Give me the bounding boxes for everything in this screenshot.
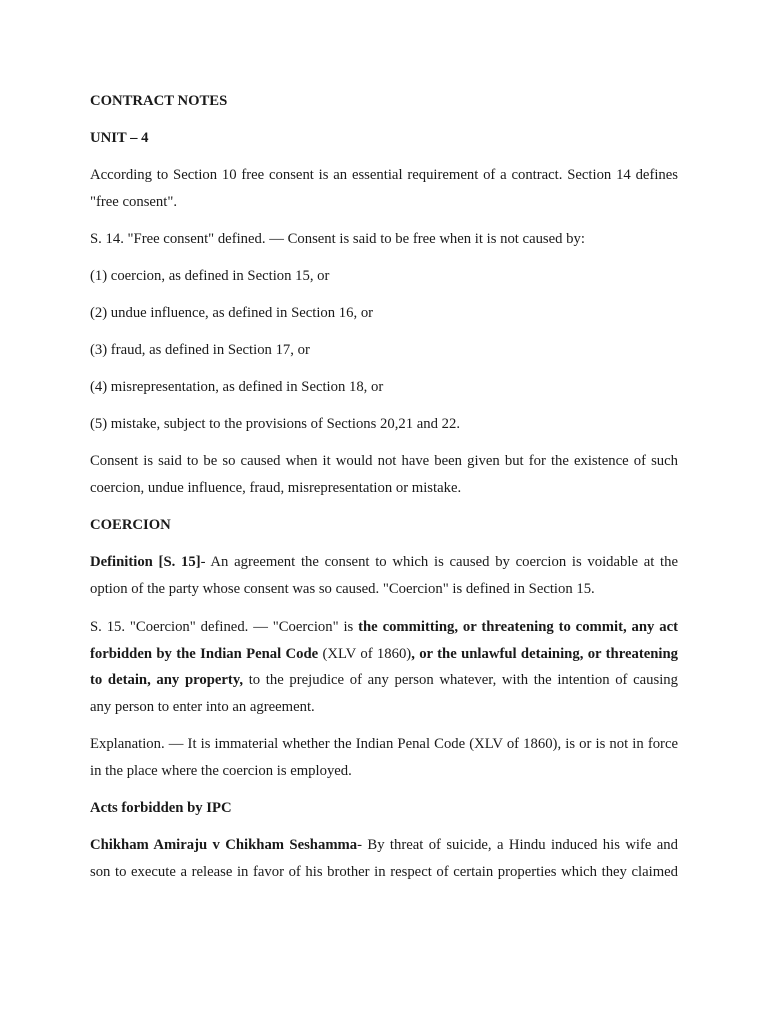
explanation-line-2: in the place where the coercion is employed. [90,763,352,779]
coercion-heading: COERCION [90,517,171,533]
section-14-definition: S. 14. "Free consent" defined. — Consent is said to be free when it is not caused by: [90,231,585,247]
caused-line-1: Consent is said to be so caused when it would not have been given but for the existence of such [90,453,678,469]
s15-bold-text: the committing, or threatening to commit, any act [358,619,678,635]
list-item: (5) mistake, subject to the provisions of Sections 20,21 and 22. [90,416,460,432]
s15-line-4: any person to enter into an agreement. [90,699,315,715]
definition-text: - An agreement the consent to which is caused by coercion is voidable at the [200,554,678,570]
list-item: (1) coercion, as defined in Section 15, or [90,268,330,284]
list-item: (4) misrepresentation, as defined in Section 18, or [90,379,384,395]
definition-line-1 [90,553,678,571]
list-item: (3) fraud, as defined in Section 17, or [90,342,310,358]
intro-line-1: According to Section 10 free consent is an essential requirement of a contract. Section 14 defines [90,167,678,183]
s15-text: to the prejudice of any person whatever, with the intention of causing [243,672,678,688]
case-line-1 [90,836,678,854]
case-name: Chikham Amiraju v Chikham Seshamma [90,837,358,853]
case-text: - By threat of suicide, a Hindu induced his wife and [357,837,678,853]
definition-label: Definition [S. 15] [90,554,201,570]
list-item: (2) undue influence, as defined in Section 16, or [90,305,374,321]
explanation-line-1: Explanation. — It is immaterial whether the Indian Penal Code (XLV of 1860), is or is not in force [90,736,678,752]
s15-line-1 [90,618,678,636]
s15-bold-text: to detain, any property, [90,672,244,688]
acts-heading: Acts forbidden by IPC [90,800,232,816]
s15-bold-text: , or the unlawful detaining, or threatening [411,646,678,662]
caused-line-2: coercion, undue influence, fraud, misrepresentation or mistake. [90,480,462,496]
document-title: CONTRACT NOTES [90,93,228,109]
case-line-2: son to execute a release in favor of his brother in respect of certain properties which they claimed [90,864,678,880]
intro-line-2: "free consent". [90,194,178,210]
s15-line-3 [90,671,678,689]
s15-text: S. 15. "Coercion" defined. — "Coercion" is [90,619,359,635]
definition-line-2: option of the party whose consent was so caused. "Coercion" is defined in Section 15. [90,581,595,597]
s15-bold-text: forbidden by the Indian Penal Code [90,646,319,662]
unit-heading: UNIT – 4 [90,130,149,146]
s15-line-2 [90,645,678,663]
s15-text: (XLV of 1860) [318,646,412,662]
